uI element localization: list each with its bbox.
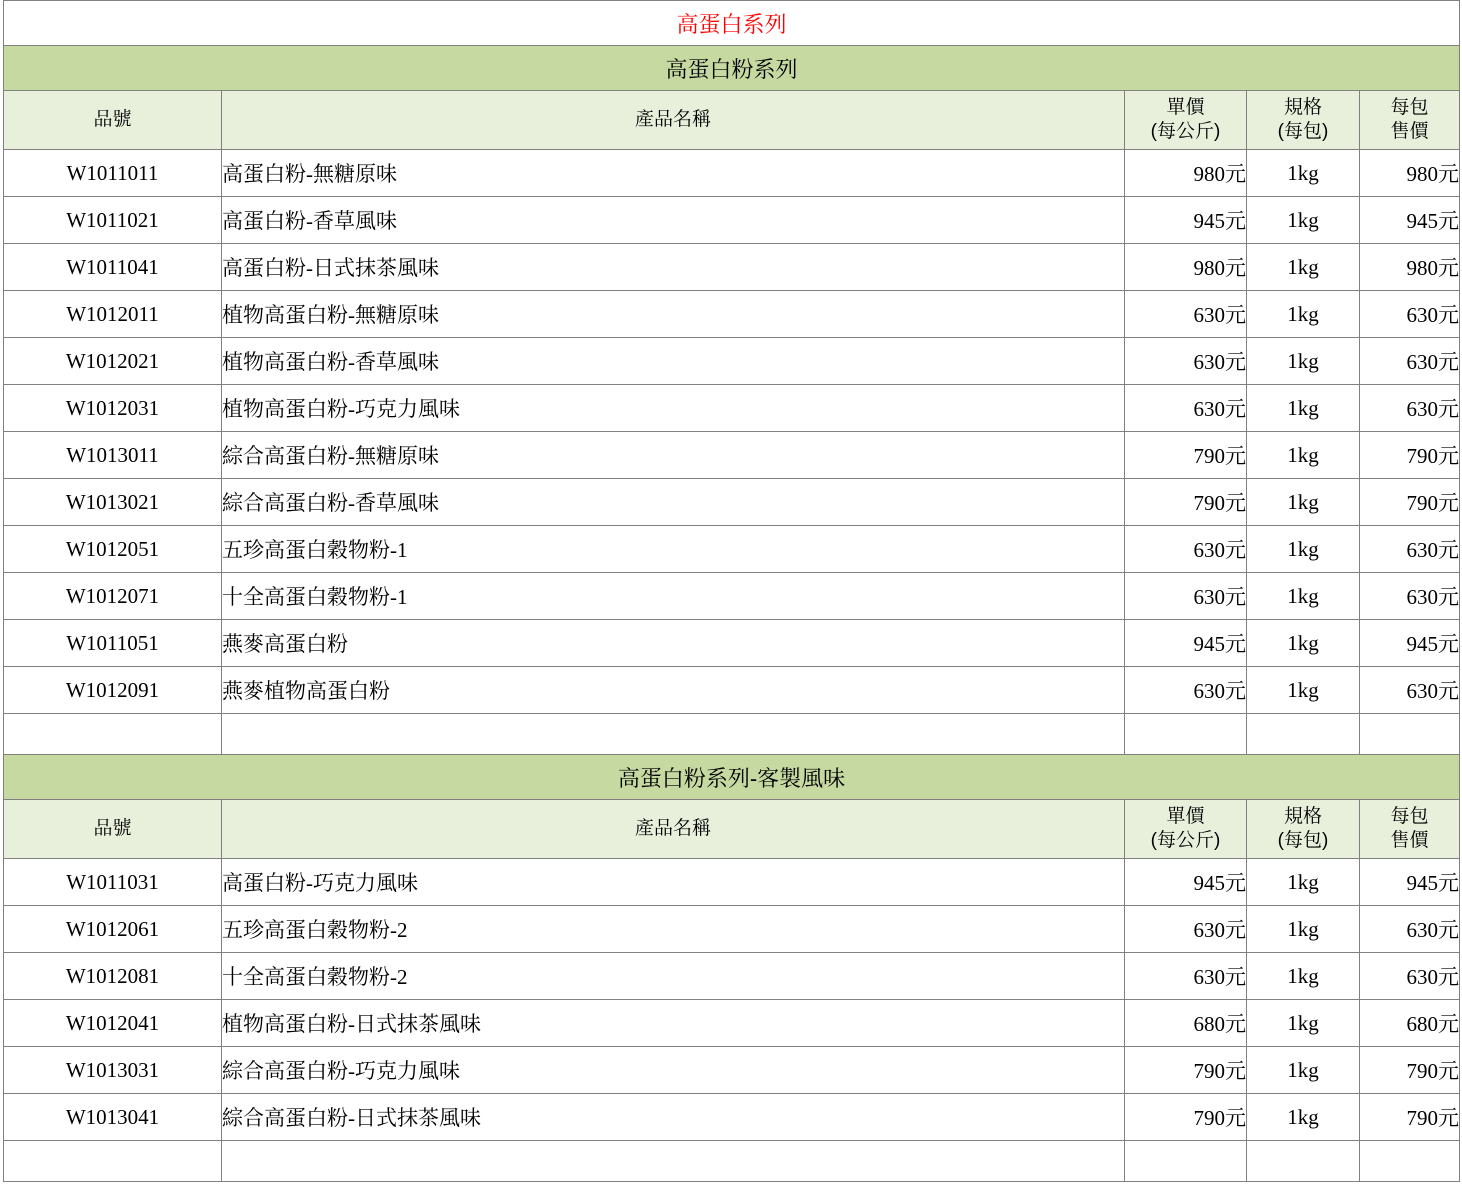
- cell-spec: 1kg: [1247, 1047, 1360, 1094]
- cell-name: 五珍高蛋白穀物粉-2: [222, 906, 1125, 953]
- cell-pack-price: 630元: [1360, 291, 1460, 338]
- cell-pack-price: 630元: [1360, 385, 1460, 432]
- cell-pack-price: 790元: [1360, 479, 1460, 526]
- cell-spec: 1kg: [1247, 953, 1360, 1000]
- cell-pack-price: 630元: [1360, 573, 1460, 620]
- cell-name: 燕麥高蛋白粉: [222, 620, 1125, 667]
- cell-price: 630元: [1125, 573, 1247, 620]
- header-unit-price: [1125, 800, 1247, 859]
- cell-code: W1013011: [4, 432, 222, 479]
- cell-code: W1013041: [4, 1094, 222, 1141]
- cell-price: 630元: [1125, 953, 1247, 1000]
- table-row: [4, 385, 1460, 432]
- cell-code: W1012081: [4, 953, 222, 1000]
- cell-spec: 1kg: [1247, 859, 1360, 906]
- header-unit-price-line2: (每公斤): [1150, 121, 1221, 142]
- cell-price: 630元: [1125, 385, 1247, 432]
- cell-code: W1011051: [4, 620, 222, 667]
- cell-name: 高蛋白粉-無糖原味: [222, 150, 1125, 197]
- table-row: [4, 667, 1460, 714]
- table-row: [4, 150, 1460, 197]
- cell-spec: 1kg: [1247, 573, 1360, 620]
- cell-pack-price: 790元: [1360, 1094, 1460, 1141]
- cell-price: 980元: [1125, 150, 1247, 197]
- spacer-cell-pack: [1360, 714, 1460, 755]
- cell-name: 燕麥植物高蛋白粉: [222, 667, 1125, 714]
- cell-pack-price: 980元: [1360, 244, 1460, 291]
- cell-pack-price: 790元: [1360, 432, 1460, 479]
- header-pack-price: [1360, 800, 1460, 859]
- section-heading: 高蛋白粉系列: [4, 46, 1460, 91]
- cell-code: W1012041: [4, 1000, 222, 1047]
- header-spec-line2: (每包): [1277, 121, 1329, 142]
- cell-pack-price: 945元: [1360, 620, 1460, 667]
- cell-price: 790元: [1125, 479, 1247, 526]
- header-unit-price: [1125, 91, 1247, 150]
- cell-name: 十全高蛋白穀物粉-2: [222, 953, 1125, 1000]
- header-pack-price-line1: 每包: [1390, 806, 1429, 828]
- cell-pack-price: 630元: [1360, 667, 1460, 714]
- cell-price: 630元: [1125, 526, 1247, 573]
- cell-spec: 1kg: [1247, 385, 1360, 432]
- table-row: [4, 573, 1460, 620]
- cell-price: 630元: [1125, 338, 1247, 385]
- cell-code: W1011011: [4, 150, 222, 197]
- spacer-cell-spec: [1247, 714, 1360, 755]
- cell-spec: 1kg: [1247, 150, 1360, 197]
- cell-code: W1012071: [4, 573, 222, 620]
- cell-code: W1012051: [4, 526, 222, 573]
- cell-spec: 1kg: [1247, 620, 1360, 667]
- cell-name: 五珍高蛋白穀物粉-1: [222, 526, 1125, 573]
- table-row: [4, 526, 1460, 573]
- table-row: [4, 620, 1460, 667]
- cell-code: W1011041: [4, 244, 222, 291]
- header-unit-price-line1: 單價: [1166, 97, 1205, 119]
- spacer-row: [4, 1141, 1460, 1182]
- header-spec: [1247, 800, 1360, 859]
- cell-price: 790元: [1125, 1047, 1247, 1094]
- table-row: [4, 338, 1460, 385]
- spacer-cell-name: [222, 1141, 1125, 1182]
- cell-spec: 1kg: [1247, 244, 1360, 291]
- spacer-cell-code: [4, 1141, 222, 1182]
- cell-code: W1012091: [4, 667, 222, 714]
- spacer-cell-spec: [1247, 1141, 1360, 1182]
- cell-code: W1012061: [4, 906, 222, 953]
- table-row: [4, 244, 1460, 291]
- cell-code: W1012031: [4, 385, 222, 432]
- cell-price: 980元: [1125, 244, 1247, 291]
- cell-spec: 1kg: [1247, 432, 1360, 479]
- cell-name: 綜合高蛋白粉-香草風味: [222, 479, 1125, 526]
- cell-name: 綜合高蛋白粉-巧克力風味: [222, 1047, 1125, 1094]
- table-row: [4, 1047, 1460, 1094]
- cell-price: 790元: [1125, 432, 1247, 479]
- cell-code: W1012021: [4, 338, 222, 385]
- document-title-row: [4, 1, 1460, 46]
- cell-name: 高蛋白粉-日式抹茶風味: [222, 244, 1125, 291]
- cell-pack-price: 680元: [1360, 1000, 1460, 1047]
- cell-pack-price: 630元: [1360, 953, 1460, 1000]
- cell-code: W1013021: [4, 479, 222, 526]
- cell-spec: 1kg: [1247, 479, 1360, 526]
- header-spec-line1: 規格: [1283, 806, 1322, 828]
- spacer-cell-name: [222, 714, 1125, 755]
- column-header-row: [4, 800, 1460, 859]
- cell-pack-price: 790元: [1360, 1047, 1460, 1094]
- header-pack-price-line1: 每包: [1390, 97, 1429, 119]
- document-title: 高蛋白系列: [4, 1, 1460, 46]
- header-code: 品號: [4, 91, 222, 150]
- spacer-cell-price: [1125, 1141, 1247, 1182]
- header-pack-price-line2: 售價: [1390, 830, 1429, 851]
- header-code: 品號: [4, 800, 222, 859]
- spacer-row: [4, 714, 1460, 755]
- header-spec-line2: (每包): [1277, 830, 1329, 851]
- cell-name: 植物高蛋白粉-日式抹茶風味: [222, 1000, 1125, 1047]
- cell-pack-price: 945元: [1360, 197, 1460, 244]
- cell-spec: 1kg: [1247, 526, 1360, 573]
- cell-spec: 1kg: [1247, 1000, 1360, 1047]
- cell-price: 945元: [1125, 859, 1247, 906]
- cell-code: W1013031: [4, 1047, 222, 1094]
- cell-pack-price: 945元: [1360, 859, 1460, 906]
- header-spec: [1247, 91, 1360, 150]
- cell-price: 945元: [1125, 620, 1247, 667]
- cell-name: 高蛋白粉-巧克力風味: [222, 859, 1125, 906]
- table-row: [4, 291, 1460, 338]
- cell-name: 綜合高蛋白粉-無糖原味: [222, 432, 1125, 479]
- section-heading: 高蛋白粉系列-客製風味: [4, 755, 1460, 800]
- header-unit-price-line2: (每公斤): [1150, 830, 1221, 851]
- spacer-cell-code: [4, 714, 222, 755]
- section-heading-row: [4, 755, 1460, 800]
- spacer-cell-pack: [1360, 1141, 1460, 1182]
- header-pack-price-line2: 售價: [1390, 121, 1429, 142]
- cell-spec: 1kg: [1247, 667, 1360, 714]
- table-row: [4, 197, 1460, 244]
- cell-code: W1011031: [4, 859, 222, 906]
- cell-code: W1012011: [4, 291, 222, 338]
- cell-price: 680元: [1125, 1000, 1247, 1047]
- spacer-cell-price: [1125, 714, 1247, 755]
- header-name: 產品名稱: [222, 800, 1125, 859]
- cell-name: 高蛋白粉-香草風味: [222, 197, 1125, 244]
- section-heading-row: [4, 46, 1460, 91]
- price-table: [3, 0, 1460, 1182]
- table-row: [4, 479, 1460, 526]
- cell-spec: 1kg: [1247, 906, 1360, 953]
- cell-name: 綜合高蛋白粉-日式抹茶風味: [222, 1094, 1125, 1141]
- cell-name: 植物高蛋白粉-香草風味: [222, 338, 1125, 385]
- cell-code: W1011021: [4, 197, 222, 244]
- cell-name: 植物高蛋白粉-巧克力風味: [222, 385, 1125, 432]
- cell-name: 十全高蛋白穀物粉-1: [222, 573, 1125, 620]
- cell-spec: 1kg: [1247, 197, 1360, 244]
- cell-name: 植物高蛋白粉-無糖原味: [222, 291, 1125, 338]
- column-header-row: [4, 91, 1460, 150]
- cell-pack-price: 630元: [1360, 338, 1460, 385]
- table-row: [4, 1094, 1460, 1141]
- cell-spec: 1kg: [1247, 338, 1360, 385]
- table-row: [4, 432, 1460, 479]
- cell-spec: 1kg: [1247, 291, 1360, 338]
- cell-price: 630元: [1125, 667, 1247, 714]
- header-pack-price: [1360, 91, 1460, 150]
- cell-pack-price: 980元: [1360, 150, 1460, 197]
- table-row: [4, 906, 1460, 953]
- table-row: [4, 859, 1460, 906]
- cell-price: 790元: [1125, 1094, 1247, 1141]
- table-row: [4, 953, 1460, 1000]
- cell-spec: 1kg: [1247, 1094, 1360, 1141]
- cell-pack-price: 630元: [1360, 906, 1460, 953]
- table-row: [4, 1000, 1460, 1047]
- header-spec-line1: 規格: [1283, 97, 1322, 119]
- header-unit-price-line1: 單價: [1166, 806, 1205, 828]
- table-body: [4, 1, 1460, 1182]
- cell-pack-price: 630元: [1360, 526, 1460, 573]
- cell-price: 945元: [1125, 197, 1247, 244]
- cell-price: 630元: [1125, 291, 1247, 338]
- cell-price: 630元: [1125, 906, 1247, 953]
- header-name: 產品名稱: [222, 91, 1125, 150]
